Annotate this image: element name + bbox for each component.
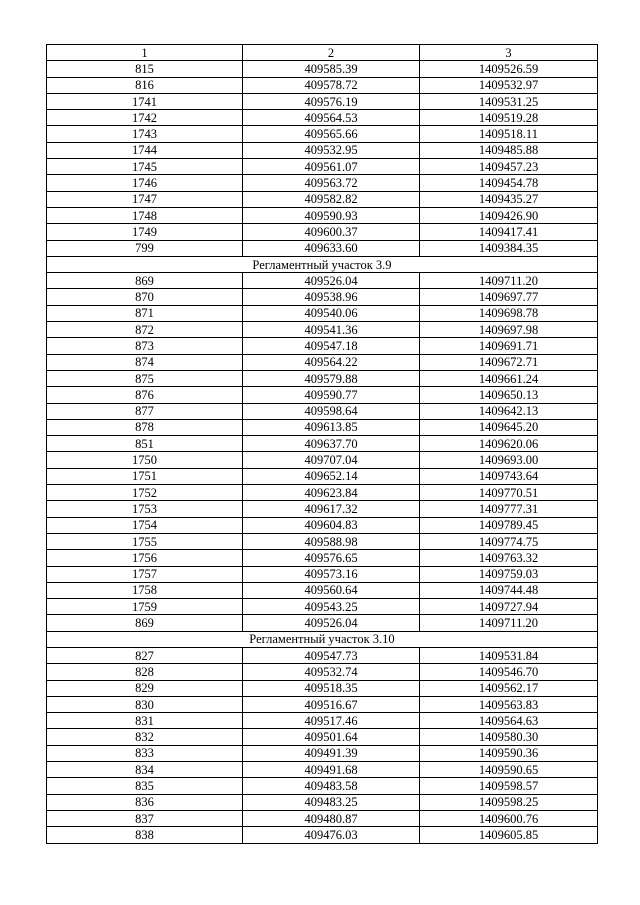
table-row [47, 354, 598, 370]
header-row [47, 45, 598, 61]
table-row [47, 77, 598, 93]
x-coordinate-cell: 409578.72 [243, 77, 420, 93]
x-coordinate-cell: 409483.58 [243, 778, 420, 794]
y-coordinate-cell: 1409600.76 [420, 810, 598, 826]
x-coordinate-cell: 409518.35 [243, 680, 420, 696]
y-coordinate-cell: 1409691.71 [420, 338, 598, 354]
y-coordinate-cell: 1409605.85 [420, 827, 598, 843]
x-coordinate-cell: 409476.03 [243, 827, 420, 843]
y-coordinate-cell: 1409564.63 [420, 713, 598, 729]
table-row [47, 240, 598, 256]
x-coordinate-cell: 409541.36 [243, 322, 420, 338]
point-number-cell: 1755 [47, 533, 243, 549]
y-coordinate-cell: 1409417.41 [420, 224, 598, 240]
x-coordinate-cell: 409543.25 [243, 599, 420, 615]
y-coordinate-cell: 1409642.13 [420, 403, 598, 419]
x-coordinate-cell: 409590.93 [243, 207, 420, 223]
section-title-row [47, 256, 598, 272]
x-coordinate-cell: 409540.06 [243, 305, 420, 321]
y-coordinate-cell: 1409546.70 [420, 664, 598, 680]
y-coordinate-cell: 1409590.65 [420, 762, 598, 778]
y-coordinate-cell: 1409426.90 [420, 207, 598, 223]
table-row [47, 419, 598, 435]
x-coordinate-cell: 409532.95 [243, 142, 420, 158]
point-number-cell: 851 [47, 436, 243, 452]
y-coordinate-cell: 1409763.32 [420, 550, 598, 566]
point-number-cell: 877 [47, 403, 243, 419]
x-coordinate-cell: 409526.04 [243, 273, 420, 289]
x-coordinate-cell: 409560.64 [243, 582, 420, 598]
y-coordinate-cell: 1409711.20 [420, 273, 598, 289]
y-coordinate-cell: 1409645.20 [420, 419, 598, 435]
y-coordinate-cell: 1409531.25 [420, 93, 598, 109]
table-row [47, 713, 598, 729]
y-coordinate-cell: 1409531.84 [420, 647, 598, 663]
y-coordinate-cell: 1409590.36 [420, 745, 598, 761]
table-row [47, 468, 598, 484]
x-coordinate-cell: 409526.04 [243, 615, 420, 631]
point-number-cell: 1745 [47, 159, 243, 175]
y-coordinate-cell: 1409711.20 [420, 615, 598, 631]
table-row [47, 566, 598, 582]
point-number-cell: 876 [47, 387, 243, 403]
point-number-cell: 1758 [47, 582, 243, 598]
table-row [47, 647, 598, 663]
y-coordinate-cell: 1409697.98 [420, 322, 598, 338]
table-row [47, 224, 598, 240]
x-coordinate-cell: 409561.07 [243, 159, 420, 175]
table-row [47, 762, 598, 778]
y-coordinate-cell: 1409620.06 [420, 436, 598, 452]
x-coordinate-cell: 409588.98 [243, 533, 420, 549]
point-number-cell: 1744 [47, 142, 243, 158]
table-row [47, 370, 598, 386]
y-coordinate-cell: 1409693.00 [420, 452, 598, 468]
point-number-cell: 1743 [47, 126, 243, 142]
x-coordinate-cell: 409547.18 [243, 338, 420, 354]
x-coordinate-cell: 409633.60 [243, 240, 420, 256]
y-coordinate-cell: 1409661.24 [420, 370, 598, 386]
point-number-cell: 871 [47, 305, 243, 321]
y-coordinate-cell: 1409727.94 [420, 599, 598, 615]
x-coordinate-cell: 409563.72 [243, 175, 420, 191]
x-coordinate-cell: 409613.85 [243, 419, 420, 435]
y-coordinate-cell: 1409563.83 [420, 696, 598, 712]
table-row [47, 322, 598, 338]
point-number-cell: 834 [47, 762, 243, 778]
y-coordinate-cell: 1409774.75 [420, 533, 598, 549]
x-coordinate-cell: 409516.67 [243, 696, 420, 712]
point-number-cell: 870 [47, 289, 243, 305]
point-number-cell: 816 [47, 77, 243, 93]
x-coordinate-cell: 409491.39 [243, 745, 420, 761]
table-row [47, 110, 598, 126]
y-coordinate-cell: 1409532.97 [420, 77, 598, 93]
point-number-cell: 1742 [47, 110, 243, 126]
point-number-cell: 830 [47, 696, 243, 712]
section-title: Регламентный участок 3.9 [47, 256, 598, 272]
point-number-cell: 815 [47, 61, 243, 77]
y-coordinate-cell: 1409598.25 [420, 794, 598, 810]
x-coordinate-cell: 409637.70 [243, 436, 420, 452]
x-coordinate-cell: 409565.66 [243, 126, 420, 142]
point-number-cell: 873 [47, 338, 243, 354]
x-coordinate-cell: 409600.37 [243, 224, 420, 240]
table-row [47, 501, 598, 517]
coordinates-table [46, 44, 598, 844]
header-cell-x: 2 [243, 45, 420, 61]
point-number-cell: 1756 [47, 550, 243, 566]
x-coordinate-cell: 409582.82 [243, 191, 420, 207]
x-coordinate-cell: 409538.96 [243, 289, 420, 305]
x-coordinate-cell: 409623.84 [243, 485, 420, 501]
y-coordinate-cell: 1409519.28 [420, 110, 598, 126]
header-cell-y: 3 [420, 45, 598, 61]
x-coordinate-cell: 409564.22 [243, 354, 420, 370]
x-coordinate-cell: 409517.46 [243, 713, 420, 729]
table-row [47, 485, 598, 501]
point-number-cell: 1750 [47, 452, 243, 468]
table-row [47, 175, 598, 191]
y-coordinate-cell: 1409777.31 [420, 501, 598, 517]
y-coordinate-cell: 1409485.88 [420, 142, 598, 158]
x-coordinate-cell: 409576.65 [243, 550, 420, 566]
point-number-cell: 799 [47, 240, 243, 256]
point-number-cell: 836 [47, 794, 243, 810]
point-number-cell: 828 [47, 664, 243, 680]
x-coordinate-cell: 409604.83 [243, 517, 420, 533]
table-row [47, 403, 598, 419]
table-row [47, 159, 598, 175]
y-coordinate-cell: 1409789.45 [420, 517, 598, 533]
point-number-cell: 1757 [47, 566, 243, 582]
table-row [47, 93, 598, 109]
y-coordinate-cell: 1409435.27 [420, 191, 598, 207]
table-row [47, 207, 598, 223]
table-row [47, 664, 598, 680]
y-coordinate-cell: 1409454.78 [420, 175, 598, 191]
point-number-cell: 829 [47, 680, 243, 696]
point-number-cell: 872 [47, 322, 243, 338]
y-coordinate-cell: 1409770.51 [420, 485, 598, 501]
table-row [47, 729, 598, 745]
point-number-cell: 1746 [47, 175, 243, 191]
point-number-cell: 1759 [47, 599, 243, 615]
table-row [47, 305, 598, 321]
point-number-cell: 875 [47, 370, 243, 386]
y-coordinate-cell: 1409759.03 [420, 566, 598, 582]
point-number-cell: 878 [47, 419, 243, 435]
table-row [47, 533, 598, 549]
table-row [47, 338, 598, 354]
header-cell-number: 1 [47, 45, 243, 61]
x-coordinate-cell: 409707.04 [243, 452, 420, 468]
point-number-cell: 837 [47, 810, 243, 826]
table-row [47, 191, 598, 207]
table-row [47, 142, 598, 158]
point-number-cell: 838 [47, 827, 243, 843]
x-coordinate-cell: 409532.74 [243, 664, 420, 680]
y-coordinate-cell: 1409526.59 [420, 61, 598, 77]
table-row [47, 452, 598, 468]
x-coordinate-cell: 409573.16 [243, 566, 420, 582]
point-number-cell: 874 [47, 354, 243, 370]
table-row [47, 680, 598, 696]
y-coordinate-cell: 1409580.30 [420, 729, 598, 745]
point-number-cell: 831 [47, 713, 243, 729]
coordinates-table-body [47, 45, 598, 844]
y-coordinate-cell: 1409598.57 [420, 778, 598, 794]
point-number-cell: 832 [47, 729, 243, 745]
x-coordinate-cell: 409652.14 [243, 468, 420, 484]
table-row [47, 273, 598, 289]
point-number-cell: 869 [47, 273, 243, 289]
section-title: Регламентный участок 3.10 [47, 631, 598, 647]
x-coordinate-cell: 409501.64 [243, 729, 420, 745]
point-number-cell: 1752 [47, 485, 243, 501]
point-number-cell: 835 [47, 778, 243, 794]
x-coordinate-cell: 409585.39 [243, 61, 420, 77]
x-coordinate-cell: 409590.77 [243, 387, 420, 403]
x-coordinate-cell: 409617.32 [243, 501, 420, 517]
table-row [47, 794, 598, 810]
y-coordinate-cell: 1409697.77 [420, 289, 598, 305]
point-number-cell: 1754 [47, 517, 243, 533]
y-coordinate-cell: 1409562.17 [420, 680, 598, 696]
table-row [47, 582, 598, 598]
x-coordinate-cell: 409579.88 [243, 370, 420, 386]
point-number-cell: 833 [47, 745, 243, 761]
y-coordinate-cell: 1409518.11 [420, 126, 598, 142]
table-row [47, 517, 598, 533]
x-coordinate-cell: 409547.73 [243, 647, 420, 663]
y-coordinate-cell: 1409384.35 [420, 240, 598, 256]
point-number-cell: 1751 [47, 468, 243, 484]
point-number-cell: 1748 [47, 207, 243, 223]
y-coordinate-cell: 1409672.71 [420, 354, 598, 370]
x-coordinate-cell: 409576.19 [243, 93, 420, 109]
y-coordinate-cell: 1409743.64 [420, 468, 598, 484]
x-coordinate-cell: 409483.25 [243, 794, 420, 810]
table-row [47, 61, 598, 77]
point-number-cell: 1747 [47, 191, 243, 207]
table-row [47, 696, 598, 712]
y-coordinate-cell: 1409457.23 [420, 159, 598, 175]
table-row [47, 387, 598, 403]
table-row [47, 745, 598, 761]
point-number-cell: 869 [47, 615, 243, 631]
y-coordinate-cell: 1409650.13 [420, 387, 598, 403]
x-coordinate-cell: 409564.53 [243, 110, 420, 126]
table-row [47, 778, 598, 794]
y-coordinate-cell: 1409698.78 [420, 305, 598, 321]
x-coordinate-cell: 409598.64 [243, 403, 420, 419]
point-number-cell: 1753 [47, 501, 243, 517]
table-row [47, 436, 598, 452]
table-row [47, 810, 598, 826]
table-row [47, 126, 598, 142]
table-row [47, 289, 598, 305]
table-row [47, 827, 598, 843]
y-coordinate-cell: 1409744.48 [420, 582, 598, 598]
point-number-cell: 1749 [47, 224, 243, 240]
x-coordinate-cell: 409491.68 [243, 762, 420, 778]
table-row [47, 599, 598, 615]
point-number-cell: 827 [47, 647, 243, 663]
x-coordinate-cell: 409480.87 [243, 810, 420, 826]
section-title-row [47, 631, 598, 647]
point-number-cell: 1741 [47, 93, 243, 109]
table-row [47, 550, 598, 566]
table-row [47, 615, 598, 631]
